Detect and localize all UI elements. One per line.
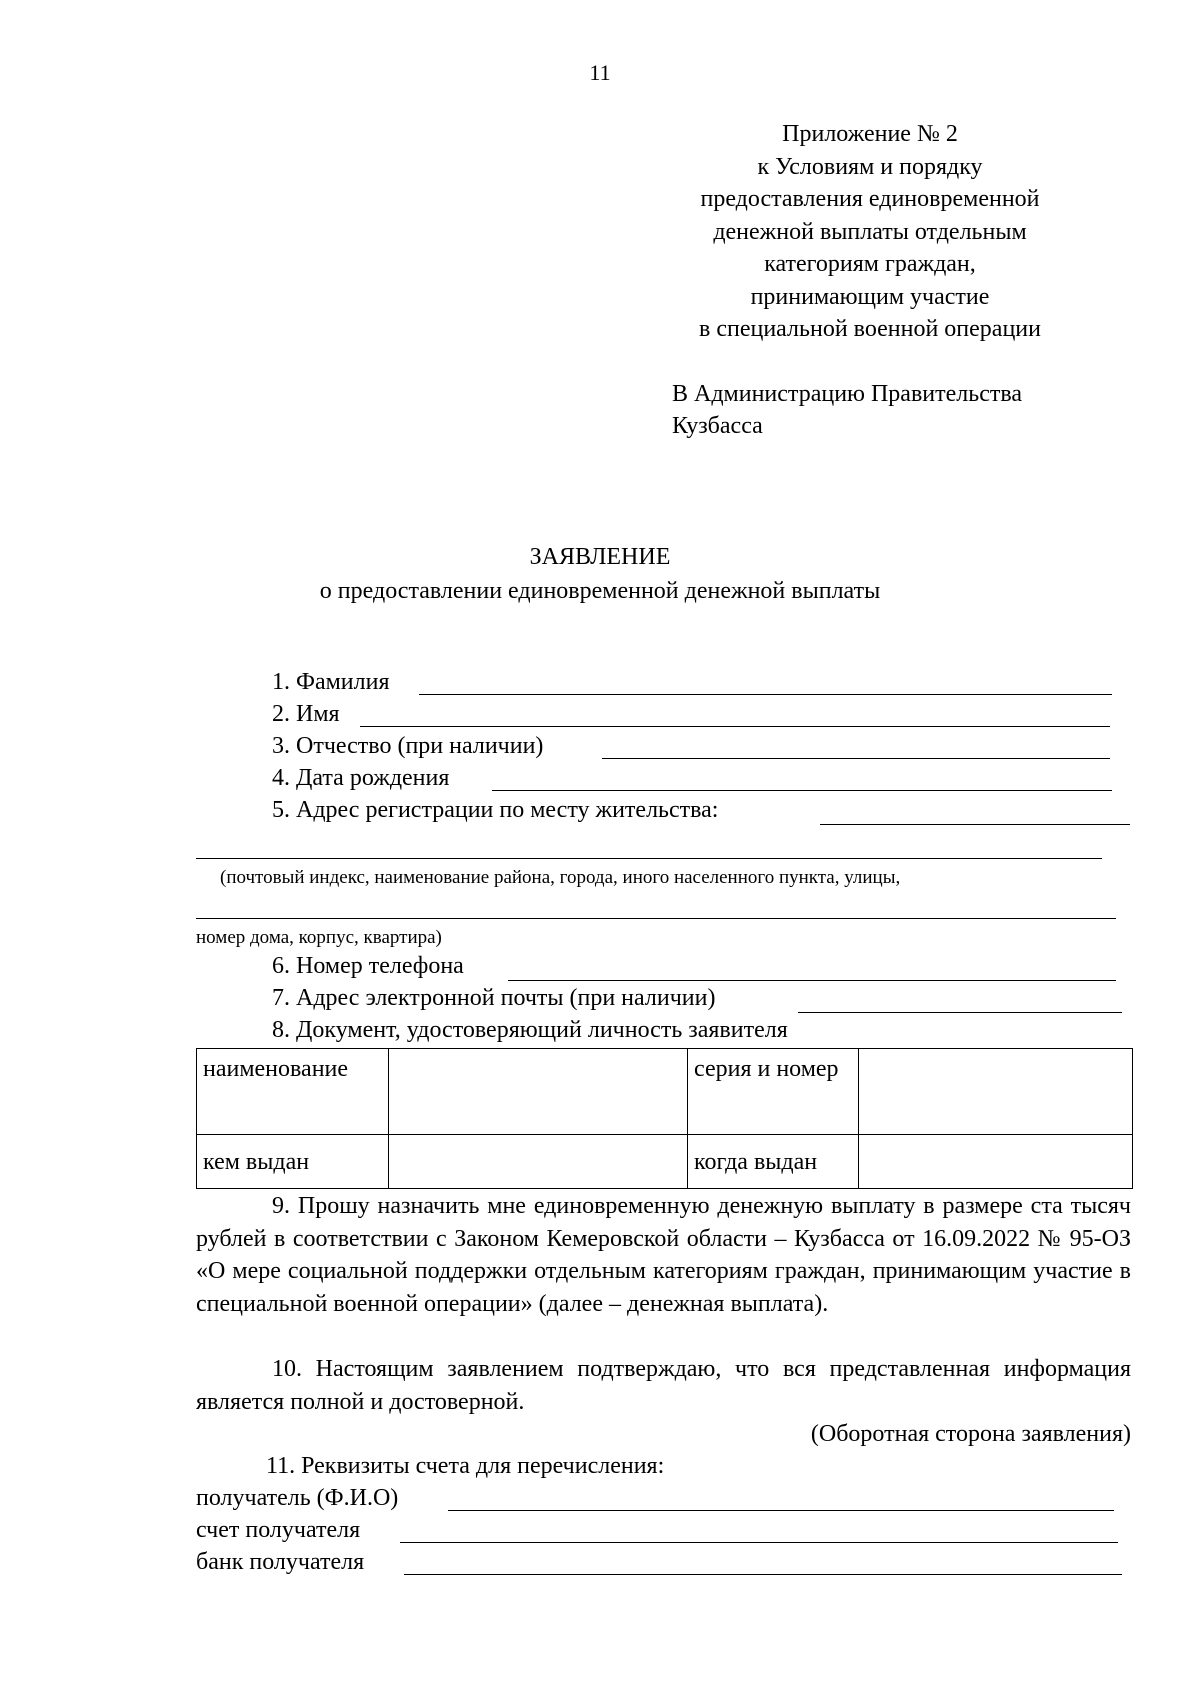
addressee [672, 378, 1022, 442]
bank-label: банк получателя [196, 1549, 365, 1575]
id-document-table [196, 1048, 1133, 1189]
document-name-cell[interactable] [389, 1049, 688, 1135]
paragraph-9: 9. Прошу назначить мне единовременную денежную выплату в размере ста тысяч рублей в соответствии с Законом Кемеровской области – Кузбасса от 16.09.2022 № 95-ОЗ «О мере социальной поддержки отдельным категориям граждан, принимающим участие в специальной военной операции» (далее – денежная выплата). [196, 1193, 1131, 1317]
issued-by-cell[interactable] [389, 1135, 688, 1189]
address-line-2[interactable] [196, 858, 1102, 859]
addressee-line: Кузбасса [672, 413, 763, 439]
table-row [197, 1049, 1133, 1135]
paragraph-10: 10. Настоящим заявлением подтверждаю, что вся представленная информация является полной и достоверной. [196, 1356, 1131, 1415]
phone-label: 6. Номер телефона [272, 953, 464, 979]
recipient-label: получатель (Ф.И.О) [196, 1485, 399, 1511]
document-title: ЗАЯВЛЕНИЕ [529, 544, 671, 570]
recipient-field[interactable] [448, 1510, 1114, 1511]
appendix-line: в специальной военной операции [699, 316, 1041, 342]
table-cell-label: кем выдан [197, 1135, 389, 1189]
appendix-line: предоставления единовременной [700, 186, 1040, 212]
account-field[interactable] [400, 1542, 1118, 1543]
reverse-side-note: (Оборотная сторона заявления) [810, 1421, 1131, 1447]
page-number: 11 [589, 60, 611, 85]
address-hint: номер дома, корпус, квартира) [196, 927, 442, 948]
account-label: счет получателя [196, 1517, 361, 1543]
surname-field[interactable] [419, 694, 1112, 695]
table-cell-label: наименование [197, 1049, 389, 1135]
appendix-line: категориям граждан, [764, 251, 976, 277]
table-row [197, 1135, 1133, 1189]
birth-date-label: 4. Дата рождения [272, 765, 450, 791]
name-label: 2. Имя [272, 701, 340, 727]
id-document-label: 8. Документ, удостоверяющий личность заявителя [272, 1017, 788, 1043]
bank-field[interactable] [404, 1574, 1122, 1575]
appendix-line: принимающим участие [750, 283, 990, 310]
appendix-line: Приложение № 2 [782, 121, 958, 147]
addressee-line: В Администрацию Правительства [672, 381, 1023, 407]
name-field[interactable] [360, 726, 1110, 727]
address-hint: (почтовый индекс, наименование района, города, иного населенного пункта, улицы, [220, 867, 901, 888]
patronymic-label: 3. Отчество (при наличии) [272, 733, 544, 759]
email-field[interactable] [798, 1012, 1122, 1013]
table-cell-label: когда выдан [688, 1135, 859, 1189]
address-line-3[interactable] [196, 918, 1116, 919]
email-label: 7. Адрес электронной почты (при наличии) [272, 985, 716, 1011]
bank-details-heading: 11. Реквизиты счета для перечисления: [266, 1453, 665, 1479]
phone-field[interactable] [508, 980, 1116, 981]
surname-label: 1. Фамилия [272, 669, 390, 695]
document-series-cell[interactable] [859, 1049, 1133, 1135]
appendix-line: денежной выплаты отдельным [713, 218, 1027, 245]
document-subtitle: о предоставлении единовременной денежной выплаты [319, 578, 881, 604]
birth-date-field[interactable] [492, 790, 1112, 791]
document-heading [0, 540, 1200, 608]
appendix-line: к Условиям и порядку [757, 153, 983, 180]
address-field[interactable] [820, 824, 1130, 825]
address-label: 5. Адрес регистрации по месту жительства: [272, 797, 719, 823]
issued-date-cell[interactable] [859, 1135, 1133, 1189]
patronymic-field[interactable] [602, 758, 1110, 759]
appendix-header [650, 118, 1090, 346]
table-cell-label: серия и номер [688, 1049, 859, 1135]
